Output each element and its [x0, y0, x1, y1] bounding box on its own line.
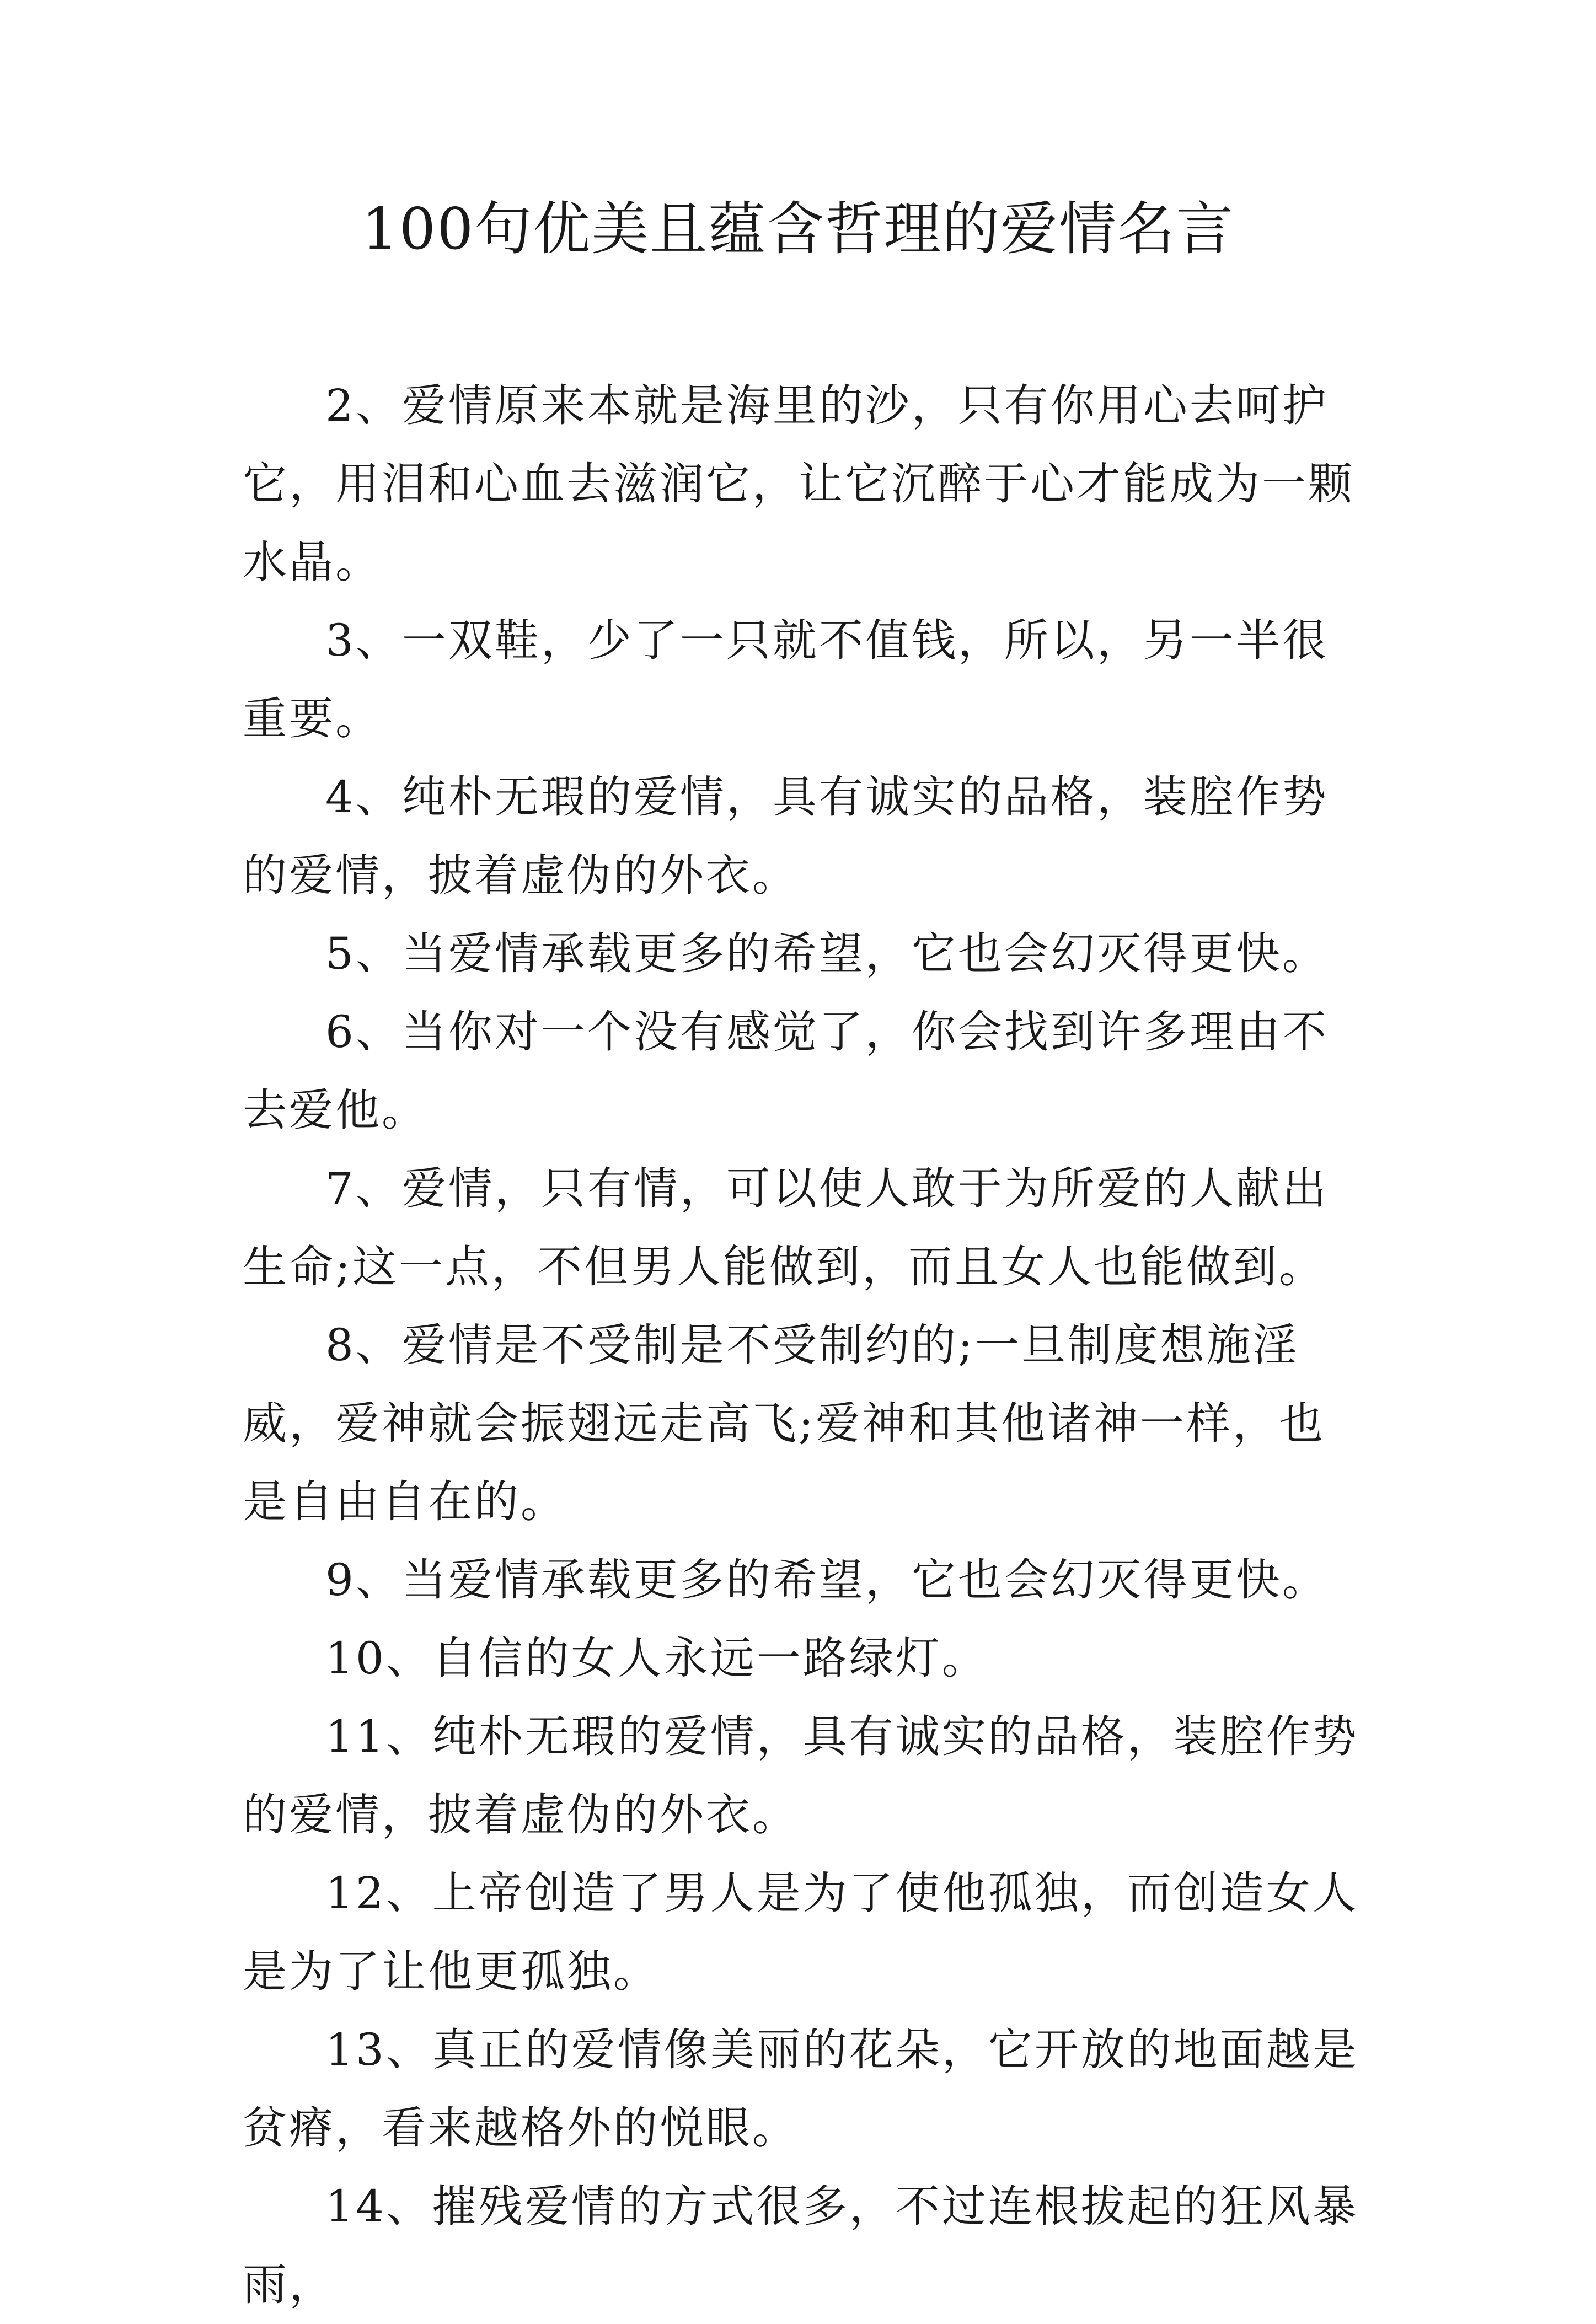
quote-paragraph: 6、当你对一个没有感觉了，你会找到许多理由不去爱他。: [243, 1006, 1329, 1136]
quote-paragraph: 2、爱情原来本就是海里的沙，只有你用心去呵护它，用泪和心血去滋润它，让它沉醉于心才能成为一颗水晶。: [243, 380, 1354, 588]
quote-paragraph: 5、当爱情承载更多的希望，它也会幻灭得更快。: [325, 928, 1329, 979]
quote-paragraph: 14、摧残爱情的方式很多，不过连根拔起的狂风暴雨，: [243, 2181, 1359, 2310]
quote-paragraph: 10、自信的女人永远一路绿灯。: [325, 1633, 988, 1684]
quote-paragraph: 12、上帝创造了男人是为了使他孤独，而创造女人是为了让他更孤独。: [243, 1867, 1359, 1997]
quote-paragraph: 9、当爱情承载更多的希望，它也会幻灭得更快。: [325, 1554, 1329, 1606]
quote-paragraph: 3、一双鞋，少了一只就不值钱，所以，另一半很重要。: [243, 615, 1329, 744]
document-body: [243, 367, 1362, 2324]
quote-paragraph: 11、纯朴无瑕的爱情，具有诚实的品格，装腔作势的爱情，披着虚伪的外衣。: [243, 1711, 1359, 1840]
quote-paragraph: 4、纯朴无瑕的爱情，具有诚实的品格，装腔作势的爱情，披着虚伪的外衣。: [243, 771, 1329, 901]
quote-paragraph: 8、爱情是不受制是不受制约的;一旦制度想施淫威，爱神就会振翅远走高飞;爱神和其他诸神一样，也是自由自在的。: [243, 1319, 1325, 1527]
quote-paragraph: 7、爱情，只有情，可以使人敢于为所爱的人献出生命;这一点，不但男人能做到，而且女人也能做到。: [243, 1163, 1329, 1292]
document-title: 100句优美且蕴含哲理的爱情名言: [361, 195, 1235, 262]
quote-paragraph: 13、真正的爱情像美丽的花朵，它开放的地面越是贫瘠，看来越格外的悦眼。: [243, 2024, 1359, 2154]
